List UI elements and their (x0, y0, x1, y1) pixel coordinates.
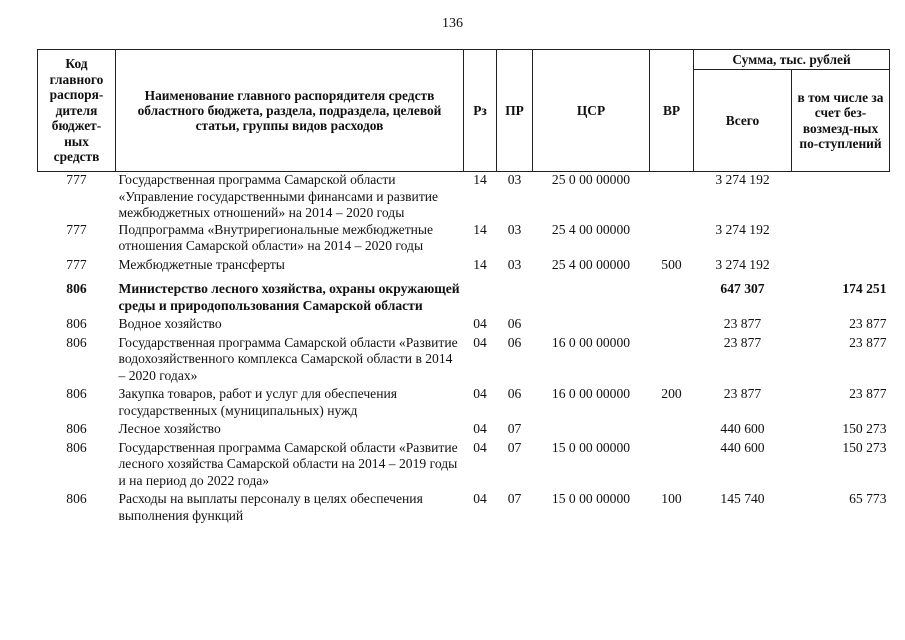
table-row (38, 438, 890, 490)
cell-pr: 07 (507, 491, 522, 506)
table-row (38, 489, 890, 524)
cell-pr: 03 (507, 221, 522, 237)
table-row (38, 172, 890, 222)
cell-name: Водное хозяйство (118, 316, 222, 331)
budget-table (37, 49, 890, 524)
cell-csr: 16 0 00 00000 (551, 334, 631, 350)
cell-csr (533, 273, 650, 314)
cell-name: Подпрограмма «Внутрирегиональные межбюджетные отношения Самарской области» на 2014 – 2020 годы (118, 221, 434, 253)
cell-vr: 200 (661, 386, 682, 401)
cell-extra: 150 273 (842, 421, 887, 436)
cell-rz: 04 (473, 491, 487, 506)
cell-csr: 25 4 00 00000 (551, 221, 631, 237)
cell-code: 806 (66, 316, 87, 331)
cell-pr (497, 273, 533, 314)
cell-name: Государственная программа Самарской области «Управление государственными финансами и развитие межбюджетных отношений» на 2014 – 2020 годы (118, 172, 439, 220)
cell-name: Лесное хозяйство (118, 421, 221, 436)
cell-total: 3 274 192 (715, 172, 770, 187)
cell-total: 23 877 (723, 316, 762, 331)
cell-extra: 174 251 (842, 281, 887, 296)
cell-rz: 04 (473, 421, 487, 436)
table-row (38, 222, 890, 255)
cell-rz: 14 (473, 172, 487, 187)
cell-rz: 14 (473, 256, 487, 272)
cell-rz: 04 (473, 316, 487, 331)
header-sum: Сумма, тыс. рублей (694, 50, 890, 70)
table-row (38, 333, 890, 385)
header-csr: ЦСР (533, 50, 650, 172)
header-vr: ВР (650, 50, 694, 172)
cell-pr: 06 (507, 316, 522, 331)
cell-rz: 04 (473, 439, 487, 455)
header-rz: Рз (464, 50, 497, 172)
cell-extra: 23 877 (849, 334, 887, 350)
cell-extra: 23 877 (849, 386, 887, 401)
cell-csr (533, 419, 650, 438)
cell-vr: 500 (661, 256, 682, 272)
cell-extra (792, 222, 890, 255)
cell-total: 3 274 192 (715, 221, 770, 237)
cell-code: 806 (66, 439, 87, 455)
cell-rz: 04 (473, 334, 487, 350)
cell-csr: 16 0 00 00000 (551, 386, 631, 401)
cell-vr (650, 419, 694, 438)
cell-vr (650, 172, 694, 222)
cell-code: 806 (66, 334, 87, 350)
cell-pr: 03 (507, 172, 522, 187)
cell-extra (792, 172, 890, 222)
cell-pr: 07 (507, 439, 522, 455)
cell-extra (792, 255, 890, 274)
table-header (38, 50, 890, 172)
cell-code: 806 (66, 281, 87, 296)
page-number: 136 (442, 16, 463, 31)
cell-total: 440 600 (720, 439, 765, 455)
cell-code: 806 (66, 421, 87, 436)
cell-vr: 100 (661, 491, 682, 506)
header-pr: ПР (497, 50, 533, 172)
header-name: Наименование главного распорядителя средств областного бюджета, раздела, подраздела, целевой статьи, группы видов расходов (116, 50, 464, 172)
cell-pr: 06 (507, 334, 522, 350)
cell-extra: 65 773 (849, 491, 887, 506)
cell-code: 806 (66, 491, 87, 506)
cell-pr: 07 (507, 421, 522, 436)
table-body (38, 172, 890, 525)
cell-name: Министерство лесного хозяйства, охраны окружающей среды и природопользования Самарской области (118, 281, 460, 313)
header-total: Всего (694, 70, 792, 172)
cell-total: 647 307 (720, 281, 765, 296)
table-row (38, 419, 890, 438)
cell-rz: 04 (473, 386, 487, 401)
table-row (38, 273, 890, 314)
cell-rz (464, 273, 497, 314)
cell-csr: 15 0 00 00000 (551, 491, 631, 506)
cell-vr (650, 333, 694, 385)
cell-total: 440 600 (720, 421, 765, 436)
cell-code: 777 (66, 256, 87, 272)
table-row (38, 384, 890, 419)
cell-vr (650, 314, 694, 333)
cell-extra: 23 877 (849, 316, 887, 331)
cell-name: Межбюджетные трансферты (118, 256, 285, 272)
cell-total: 145 740 (720, 491, 765, 506)
header-code: Код главного распоря-дителя бюджет-ных средств (38, 50, 116, 172)
cell-name: Государственная программа Самарской области «Развитие водохозяйственного комплекса Самарской области в 2014 – 2020 годах» (118, 334, 458, 383)
cell-code: 777 (66, 221, 87, 237)
cell-rz: 14 (473, 221, 487, 237)
cell-name: Государственная программа Самарской области «Развитие лесного хозяйства Самарской области на 2014 – 2019 годы и на период до 2022 года» (118, 439, 458, 488)
cell-name: Расходы на выплаты персоналу в целях обеспечения выполнения функций (118, 491, 423, 523)
cell-code: 806 (66, 386, 87, 401)
cell-code: 777 (66, 172, 87, 187)
table-row (38, 314, 890, 333)
cell-total: 23 877 (723, 334, 762, 350)
cell-csr: 25 4 00 00000 (551, 256, 631, 272)
table-row (38, 255, 890, 274)
cell-pr: 03 (507, 256, 522, 272)
cell-vr (650, 273, 694, 314)
cell-vr (650, 222, 694, 255)
cell-csr: 15 0 00 00000 (551, 439, 631, 455)
cell-total: 23 877 (723, 386, 762, 401)
cell-extra: 150 273 (842, 439, 887, 455)
cell-vr (650, 438, 694, 490)
cell-csr: 25 0 00 00000 (551, 172, 631, 187)
cell-pr: 06 (507, 386, 522, 401)
cell-csr (533, 314, 650, 333)
cell-total: 3 274 192 (715, 256, 770, 272)
header-extra: в том числе за счет без-возмезд-ных по-ступлений (792, 70, 890, 172)
cell-name: Закупка товаров, работ и услуг для обеспечения государственных (муниципальных) нужд (118, 386, 397, 418)
